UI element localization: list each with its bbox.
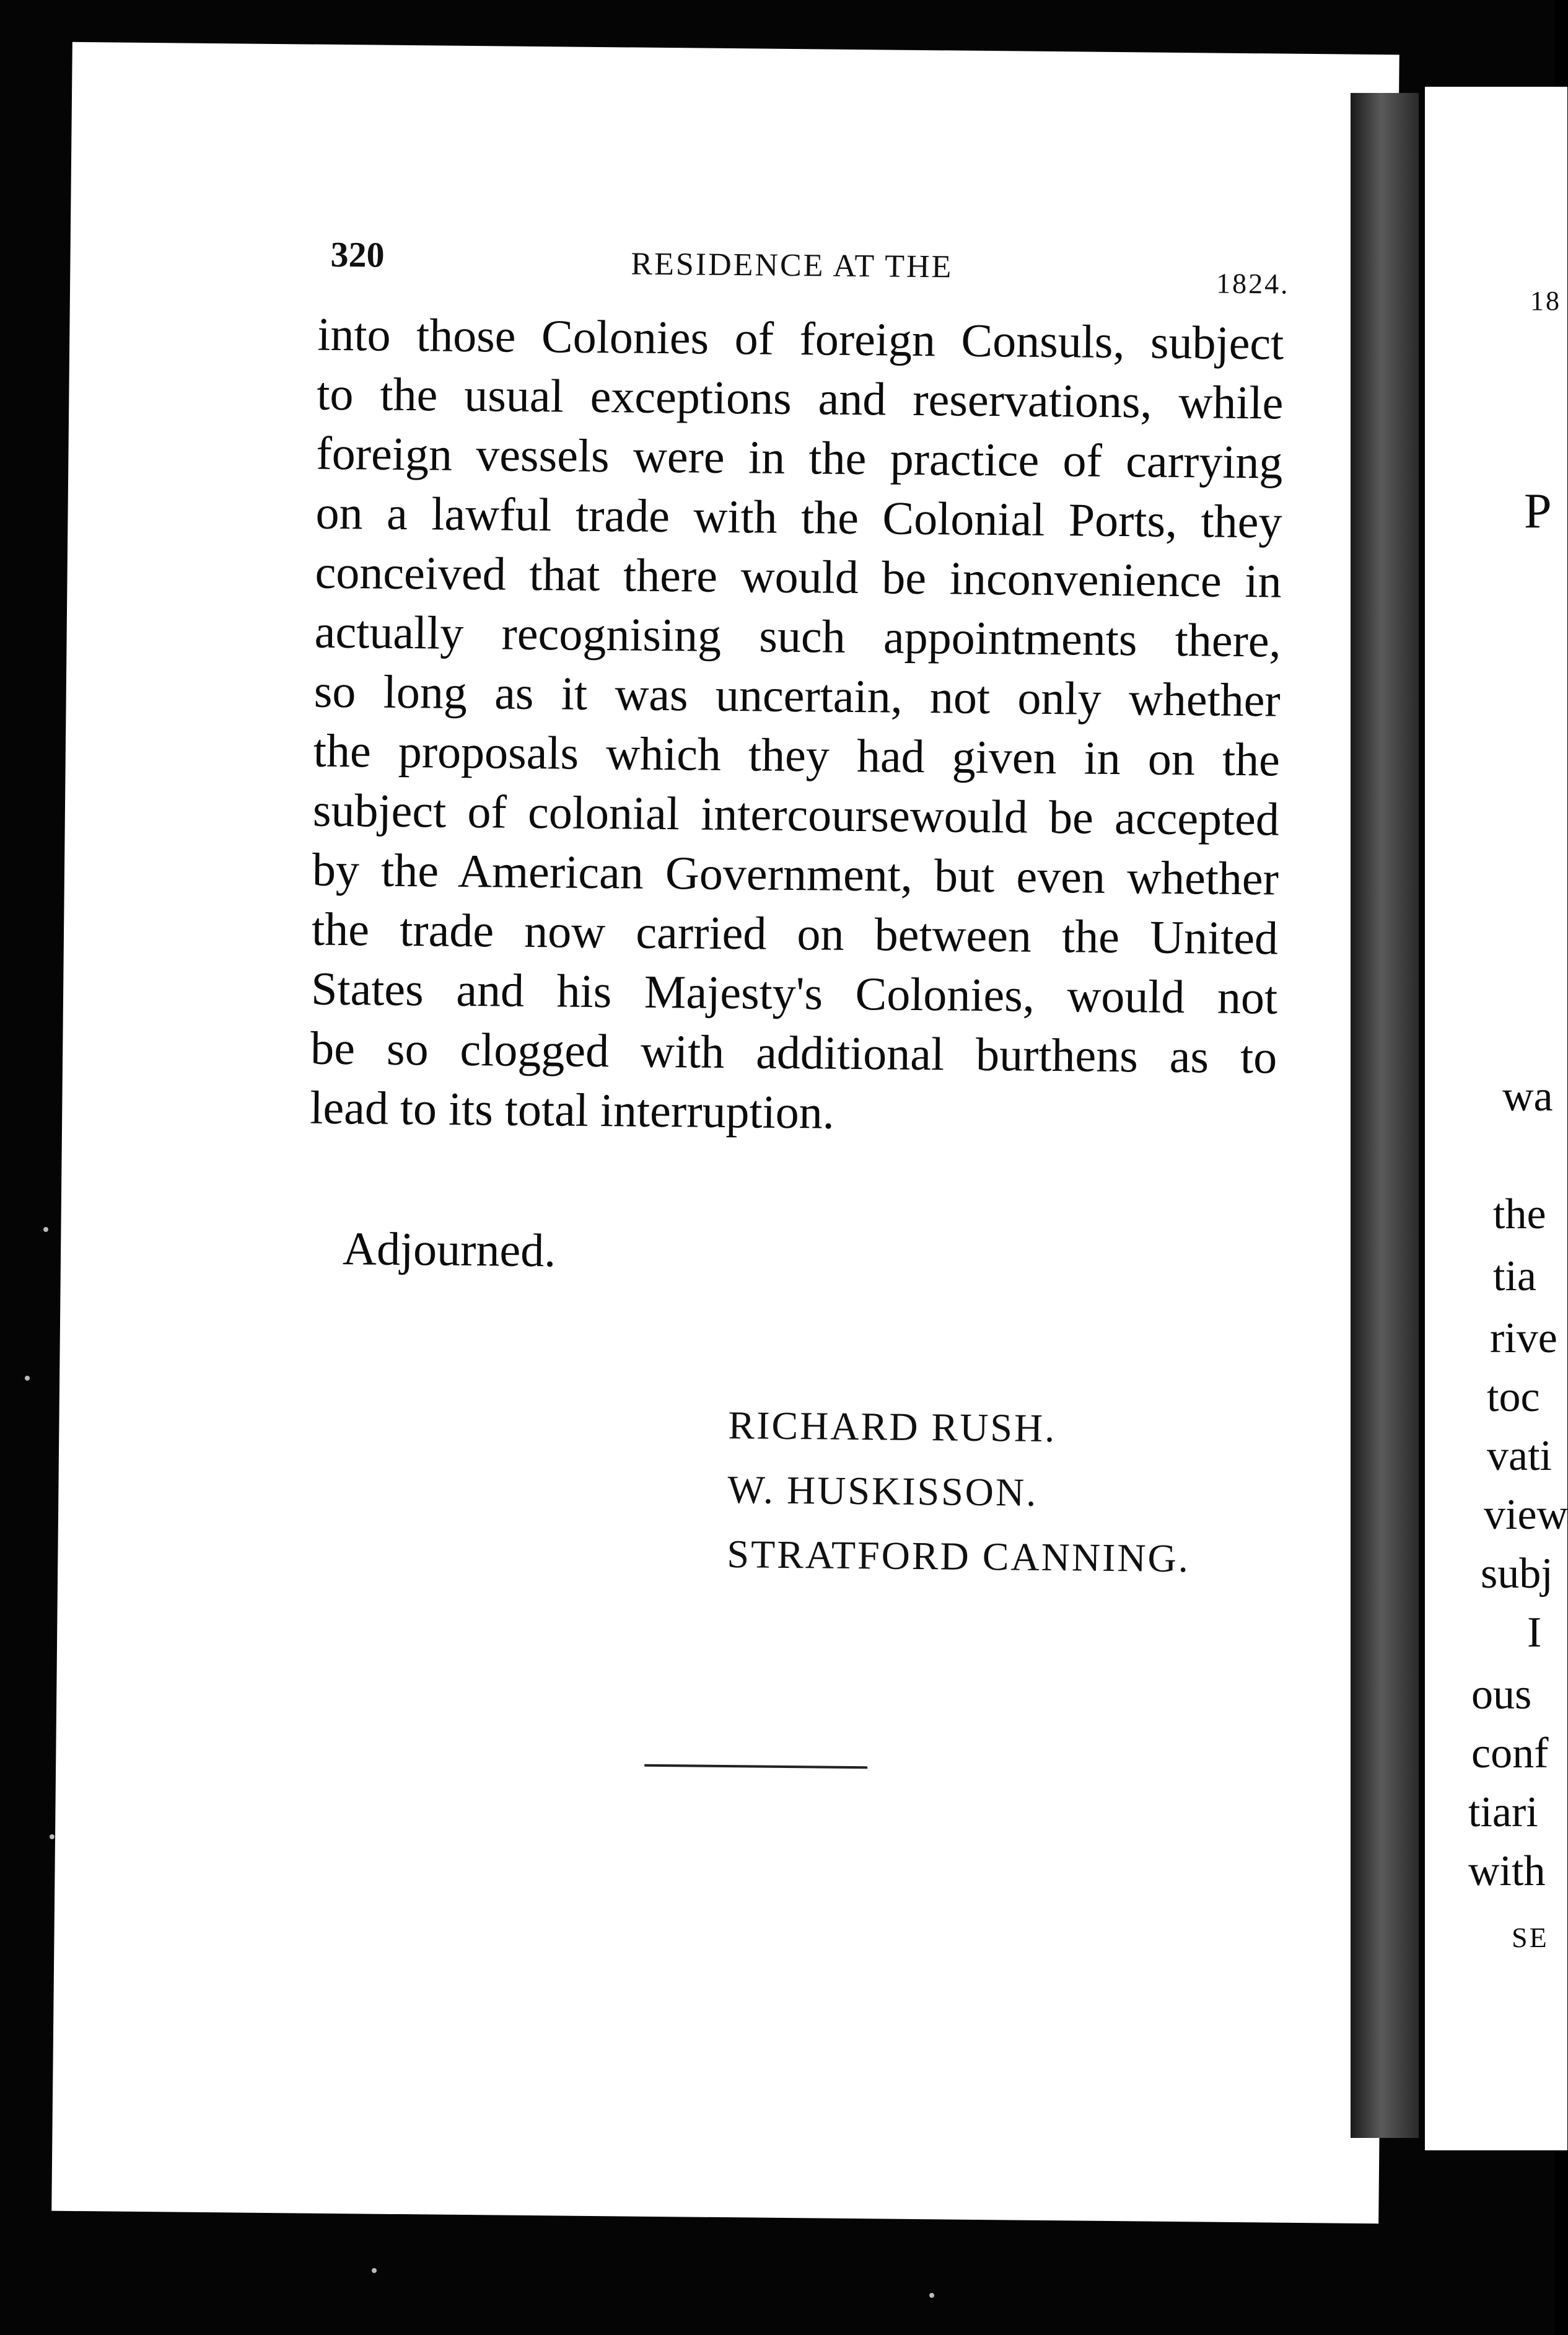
right-page-fragment: subj	[1481, 1550, 1553, 1598]
right-page-fragment: toc	[1487, 1373, 1540, 1421]
right-page-fragment: SE	[1512, 1922, 1549, 1953]
right-page-fragment: I	[1527, 1609, 1542, 1656]
body-line: foreign vessels were in the practice of carrying	[316, 427, 1283, 489]
right-page-fragment: conf	[1471, 1730, 1549, 1777]
body-line: by the American Government, but even whether	[312, 843, 1279, 905]
body-line: the trade now carried on between the United	[311, 903, 1279, 965]
scan-speck	[25, 1376, 30, 1381]
right-page-fragment: P	[1524, 484, 1552, 539]
book-gutter	[1351, 93, 1419, 2138]
signature-line: STRATFORD CANNING.	[727, 1532, 1191, 1581]
body-line: be so clogged with additional burthens as to	[310, 1022, 1277, 1084]
body-line: the proposals which they had given in on the	[313, 724, 1281, 786]
body-text	[310, 305, 1284, 1147]
body-line: into those Colonies of foreign Consuls, subject	[317, 308, 1284, 370]
running-head: RESIDENCE AT THE	[631, 246, 953, 285]
left-page	[51, 42, 1399, 2223]
right-page-fragment: wa	[1502, 1073, 1553, 1120]
running-year: 1824.	[1215, 267, 1290, 300]
signature-line: W. HUSKISSON.	[727, 1467, 1038, 1515]
body-line: so long as it was uncertain, not only whether	[313, 665, 1281, 727]
right-page-fragment: the	[1493, 1190, 1546, 1238]
right-page-fragment: view	[1484, 1491, 1568, 1539]
page-number: 320	[330, 234, 385, 275]
right-page-fragment: ous	[1471, 1671, 1532, 1718]
scan-speck	[372, 2268, 377, 2273]
body-line: subject of colonial intercoursewould be accepted	[312, 784, 1280, 846]
right-page-fragment: with	[1468, 1847, 1546, 1895]
adjourned-note: Adjourned.	[342, 1223, 556, 1277]
right-page-fragment: tia	[1493, 1252, 1536, 1300]
body-line: on a lawful trade with the Colonial Ports, they	[315, 486, 1282, 548]
body-line: actually recognising such appointments there,	[314, 605, 1282, 667]
right-page-fragment: 18	[1530, 286, 1561, 316]
body-line: States and his Majesty's Colonies, would not	[310, 962, 1278, 1024]
signature-line: RICHARD RUSH.	[728, 1403, 1057, 1451]
body-line: conceived that there would be inconvenience in	[315, 546, 1282, 608]
scan-speck	[43, 1227, 48, 1232]
body-line: to the usual exceptions and reservations, while	[317, 367, 1284, 429]
right-page-fragment: tiari	[1468, 1788, 1538, 1836]
right-page-fragment: rive	[1490, 1314, 1557, 1362]
section-divider-rule	[644, 1764, 867, 1769]
scan-speck	[50, 1834, 55, 1839]
signature-block	[727, 1393, 1191, 1591]
right-page-fragment: vati	[1487, 1432, 1552, 1480]
body-line: lead to its total interruption.	[309, 1081, 835, 1139]
right-page-sliver	[1425, 87, 1567, 2150]
scan-speck	[929, 2293, 934, 2298]
